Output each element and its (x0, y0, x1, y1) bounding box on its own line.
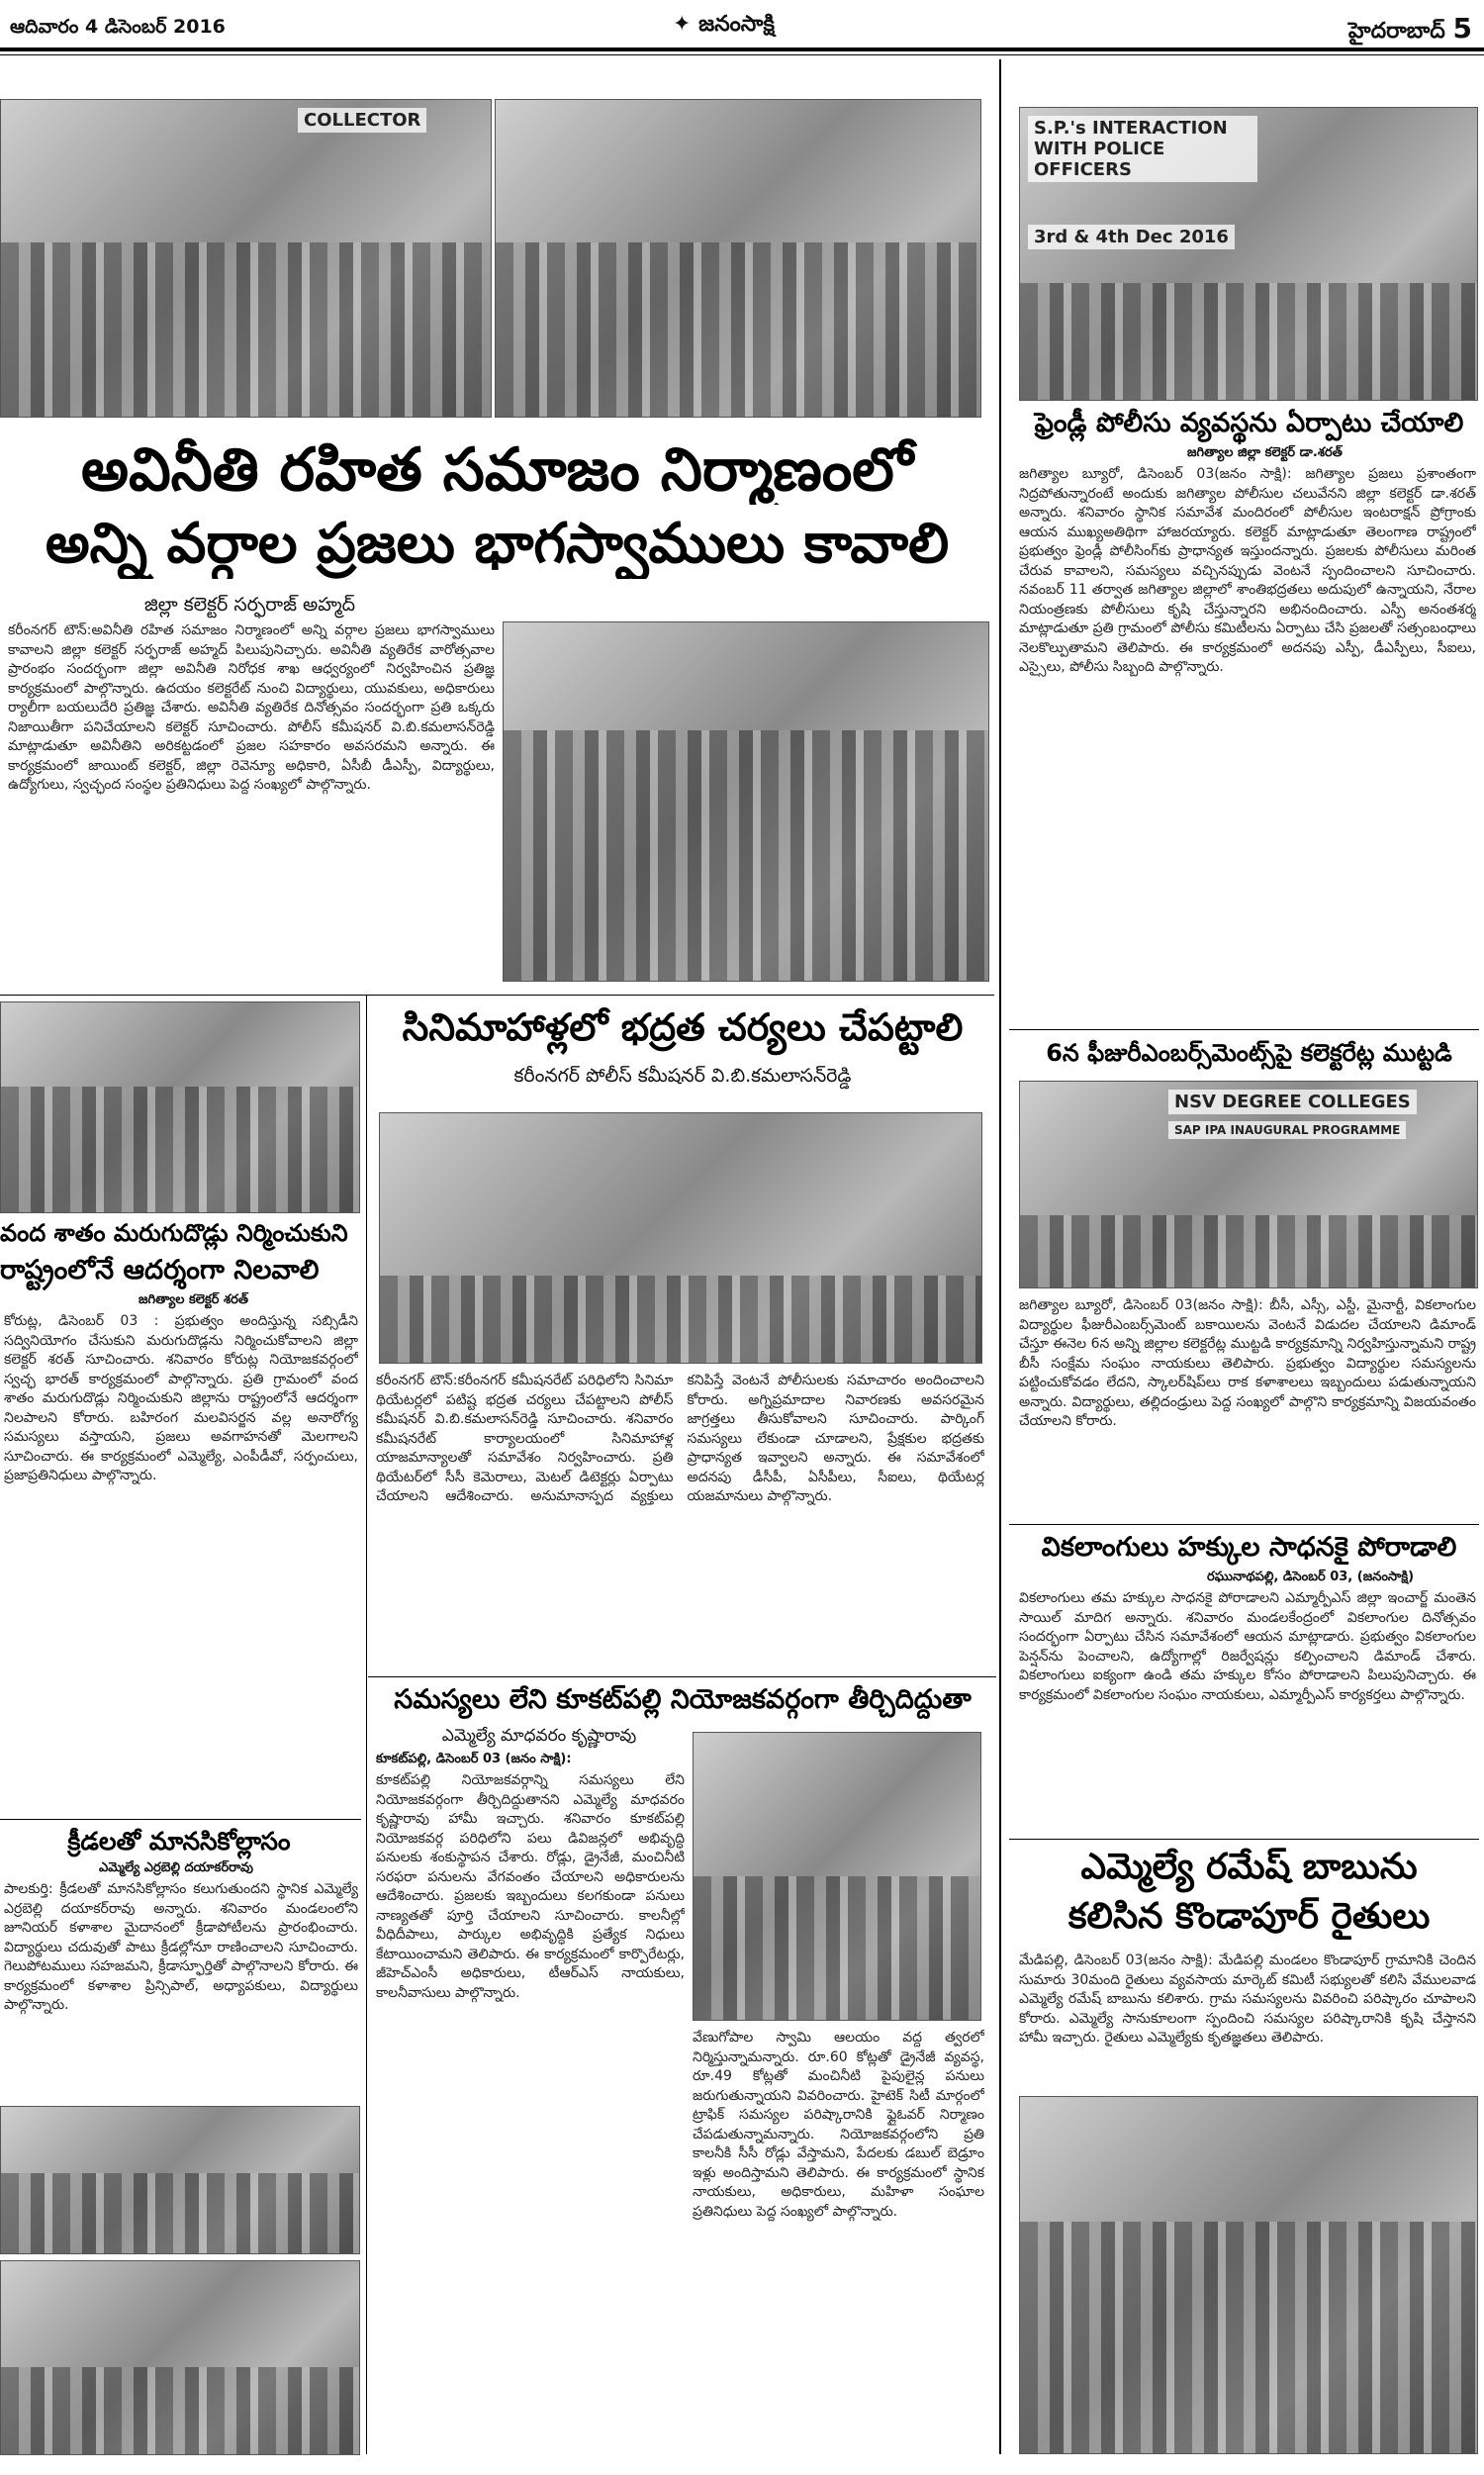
main-headline-line1: అవినీతి రహిత సమాజం నిర్మాణంలో (80, 435, 914, 505)
section-rule (0, 1819, 361, 1820)
main-subhead: జిల్లా కలెక్టర్ సర్ఫరాజ్ అహ్మద్ (143, 594, 356, 616)
college-banner-text: NSV DEGREE COLLEGES (1168, 1090, 1417, 1114)
main-headline-line2: అన్ని వర్గాల ప్రజలు భాగస్వాములు కావాలి (45, 512, 950, 576)
section-rule (1009, 1524, 1479, 1525)
sp-banner-text: S.P.'s INTERACTION WITH POLICE OFFICERS (1028, 116, 1257, 182)
kukatpally-subhead: ఎమ్మెల్యే మాధవరం కృష్ణారావు (441, 1726, 637, 1746)
kukatpally-headline: సమస్యలు లేని కూకట్‌పల్లి నియోజకవర్గంగా తీర్చిదిద్దుతా (394, 1684, 972, 1715)
photo-farmers-mla (1019, 2096, 1478, 2454)
farmers-body: మేడిపల్లి, డిసెంబర్ 03(జనం సాక్షి): మేడిపల్లి మండలం కొండాపూర్ గ్రామానికి చెందిన సుమారు 30మంది రైతులు వ్యవసాయ మార్కెట్ కమిటీ సభ్యులతో కలిసి వేములవాడ ఎమ్మెల్యే రమేష్ బాబును కలిశారు. గ్రామ సమస్యలను వివరించి పరిష్కారం చూపాలని కోరారు. ఎమ్మెల్యే సానుకూలంగా స్పందించి సమస్యల పరిష్కారానికి కృషి చేస్తానని హామీ ఇచ్చారు. రైతులు ఎమ్మెల్యేకు కృతజ్ఞతలు తెలిపారు. (1019, 1952, 1476, 2046)
page-number: 5 (1452, 12, 1472, 45)
photo-crowd (1, 242, 491, 417)
photo-pledge-road (503, 621, 989, 982)
photo-sports-game (0, 2260, 360, 2455)
photo-police-commissioner (379, 1112, 982, 1364)
photo-crowd (380, 1276, 981, 1363)
kukatpally-body: కూకట్‌పల్లి నియోజకవర్గాన్ని సమస్యలు లేని నియోజకవర్గంగా తీర్చిదిద్దుతానని ఎమ్మెల్యే మాధవరం కృష్ణారావు హామీ ఇచ్చారు. శనివారం కూకట్‌పల్లి నియోజకవర్గ పరిధిలోని పలు డివిజన్లలో అభివృద్ధి పనులకు శంకుస్థాపన చేశారు. రోడ్లు, డ్రైనేజీ, మంచినీటి సరఫరా పనులను వేగవంతం చేయాలని అధికారులను ఆదేశించారు. ప్రజలకు ఇబ్బందులు కలగకుండా పనులు నాణ్యతతో పూర్తి చేయాలని సూచించారు. కాలనీల్లో వీధిదీపాలు, పార్కుల అభివృద్ధికి ప్రత్యేక నిధులు కేటాయించామని తెలిపారు. ఈ కార్యక్రమంలో కార్పొరేటర్లు, జీహెచ్ఎంసీ అధికారులు, టీఆర్ఎస్ నాయకులు, కాలనీవాసులు పాల్గొన్నారు. (376, 1772, 685, 2001)
masthead-rule (0, 48, 1484, 51)
photo-award-ceremony (0, 1001, 360, 1213)
photo-crowd (1, 2367, 359, 2454)
main-story-body: కరీంనగర్ టౌన్:అవినీతి రహిత సమాజం నిర్మాణంలో అన్ని వర్గాల ప్రజలు భాగస్వాములు కావాలని జిల్లా కలెక్టర్ సర్ఫరాజ్ అహ్మద్ పిలుపునిచ్చారు. అవినీతి వ్యతిరేక వారోత్సవాల ప్రారంభం సందర్భంగా జిల్లా అవినీతి నిరోధక శాఖ ఆధ్వర్యంలో నిర్వహించిన ప్రతిజ్ఞ కార్యక్రమంలో పాల్గొన్నారు. ఉదయం కలెక్టరేట్ నుంచి విద్యార్థులు, యువకులు, అధికారులు ర్యాలీగా బయలుదేరి ప్రతిజ్ఞ చేశారు. అవినీతి వ్యతిరేక దినోత్సవం సందర్భంగా ప్రతి ఒక్కరు నిజాయితీగా పనిచేయాలని కలెక్టర్ సూచించారు. పోలీస్ కమీషనర్ వి.బి.కమలాసన్‌రెడ్డి మాట్లాడుతూ అవినీతిని అరికట్టడంలో ప్రజల సహకారం అవసరమని అన్నారు. ఈ కార్యక్రమంలో జాయింట్ కలెక్టర్, జిల్లా రెవెన్యూ అధికారి, ఏసీబీ డీఎస్పీ, విద్యార్థులు, ఉద్యోగులు, స్వచ్ఛంద సంస్థల ప్రతినిధులు పెద్ద సంఖ్యలో పాల్గొన్నారు. (8, 622, 495, 793)
section-rule (0, 995, 994, 996)
masthead-paper (673, 12, 775, 42)
section-rule (368, 1676, 996, 1677)
sports-headline: క్రీడలతో మానసికోల్లాసం (67, 1827, 291, 1856)
toilets-headline-line2: రాష్ట్రంలోనే ఆదర్శంగా నిలవాలి (0, 1255, 320, 1285)
masthead-city (1348, 12, 1472, 48)
column-divider (999, 59, 1001, 2454)
cinema-subhead: కరీంనగర్ పోలీస్ కమీషనర్ వి.బి.కమలాసన్‌రెడ్డి (513, 1065, 852, 1087)
photo-crowd (496, 242, 980, 417)
photo-students-pledge (495, 99, 981, 418)
photo-nsv-college (1019, 1081, 1478, 1288)
city-name: హైదరాబాద్ (1347, 19, 1445, 44)
photo-crowd (1, 2173, 359, 2253)
sports-subhead: ఎమ్మెల్యే ఎర్రబెల్లి దయాకర్‌రావు (99, 1860, 253, 1875)
photo-crowd (504, 730, 988, 981)
photo-crowd (1020, 1215, 1477, 1287)
photo-sports-inauguration (0, 2106, 360, 2254)
toilets-body: కోరుట్ల, డిసెంబర్ 03 : ప్రభుత్వం అందిస్తున్న సబ్సిడీని సద్వినియోగం చేసుకుని మరుగుదొడ్లను నిర్మించుకోవాలని జిల్లా కలెక్టర్ శరత్ సూచించారు. శనివారం కోరుట్ల నియోజకవర్గంలో స్వచ్ఛ భారత్ కార్యక్రమంలో పాల్గొన్నారు. ప్రతి గ్రామంలో వంద శాతం మరుగుదొడ్లు నిర్మించుకుని జిల్లాను రాష్ట్రంలోనే ఆదర్శంగా నిలపాలని కోరారు. బహిరంగ మలవిసర్జన వల్ల అనారోగ్య సమస్యలు వస్తాయని, ప్రజలు అవగాహనతో మెలగాలని సూచించారు. ఈ కార్యక్రమంలో ఎమ్మెల్యే, ఎంపీడీవో, సర్పంచులు, ప్రజాప్రతినిధులు పాల్గొన్నారు. (4, 1313, 358, 1483)
photo-crowd (1, 1087, 359, 1212)
section-rule (1009, 1029, 1479, 1030)
photo-collector-rally (0, 99, 492, 418)
cinema-body: కరీంనగర్ టౌన్:కరీంనగర్ కమీషనరేట్ పరిధిలోని సినిమా థియేటర్లలో పటిష్ట భద్రత చర్యలు చేపట్టాలని పోలీస్ కమీషనర్ వి.బి.కమలాసన్‌రెడ్డి సూచించారు. శనివారం కమీషనరేట్ కార్యాలయంలో సినిమాహాళ్ల యాజమాన్యాలతో సమావేశం నిర్వహించారు. ప్రతి థియేటర్‌లో సీసీ కెమెరాలు, మెటల్ డిటెక్టర్లు ఏర్పాటు చేయాలని ఆదేశించారు. అనుమానాస్పద వ్యక్తులు కనిపిస్తే వెంటనే పోలీసులకు సమాచారం అందించాలని కోరారు. అగ్నిప్రమాదాల నివారణకు అవసరమైన జాగ్రత్తలు తీసుకోవాలని సూచించారు. పార్కింగ్ సమస్యలు లేకుండా చూడాలని, ప్రేక్షకుల భద్రతకు ప్రాధాన్యత ఇవ్వాలని అన్నారు. ఈ సమావేశంలో అదనపు డీసీపీ, ఏసీపీలు, సీఐలు, థియేటర్ల యజమానులు పాల్గొన్నారు. (376, 1373, 984, 1504)
cinema-headline: సినిమాహాళ్లలో భద్రత చర్యలు చేపట్టాలి (402, 1005, 964, 1049)
photo-crowd (1020, 283, 1477, 400)
section-rule (1009, 1839, 1479, 1840)
column-divider (366, 995, 367, 2454)
friendly-police-body: జగిత్యాల బ్యూరో, డిసెంబర్ 03(జనం సాక్షి): జగిత్యాల ప్రజలు ప్రశాంతంగా నిద్రపోతున్నారంటే అందుకు జగిత్యాల పోలీసుల చలువేనని జిల్లా కలెక్టర్ డా.శరత్ అన్నారు. శనివారం స్థానిక సమావేశ మందిరంలో పోలీసుల ఇంటరాక్షన్ ప్రోగ్రాంకు ఆయన ముఖ్యఅతిథిగా హాజరయ్యారు. కలెక్టర్ మాట్లాడుతూ తెలంగాణ రాష్ట్రంలో ప్రభుత్వం ఫ్రెండ్లీ పోలీసింగ్‌కు ప్రాధాన్యత ఇస్తుందన్నారు. ప్రజలకు పోలీసులు మరింత చేరువ కావాలని, సమస్యలు వచ్చినప్పుడు వెంటనే స్పందించాలని సూచించారు. నవంబర్ 11 తర్వాత జగిత్యాల జిల్లాలో శాంతిభద్రతలు అదుపులో ఉన్నాయని, నేరాల నియంత్రణకు పోలీసులు కృషి చేస్తున్నారని అభినందించారు. ఎస్పీ అనంతశర్మ మాట్లాడుతూ ప్రతి గ్రామంలో పోలీసు కమిటీలను ఏర్పాటు చేసి ప్రజలతో సత్సంబంధాలు నెలకొల్పుతామని తెలిపారు. ఈ కార్యక్రమంలో అదనపు ఎస్పీ, డీఎస్పీలు, సీఐలు, ఎస్సైలు, పోలీసు సిబ్బంది పాల్గొన్నారు. (1019, 466, 1476, 675)
farmers-headline-line1: ఎమ్మెల్యే రమేష్ బాబును (1080, 1847, 1418, 1887)
toilets-headline-line1: వంద శాతం మరుగుదొడ్లు నిర్మించుకుని (0, 1219, 348, 1247)
paper-logo-icon: ✦ (673, 12, 692, 37)
kukatpally-body-continued: వేణుగోపాల స్వామి ఆలయం వద్ద త్వరలో నిర్మిస్తున్నామన్నారు. రూ.60 కోట్లతో డ్రైనేజీ వ్యవస్థ, రూ.49 కోట్లతో మంచినీటి పైపులైన్ల పనులు జరుగుతున్నాయని వివరించారు. హైటెక్ సిటీ మార్గంలో ట్రాఫిక్ సమస్యల పరిష్కారానికి ఫ్లైఓవర్ నిర్మాణం చేపడుతున్నామన్నారు. నియోజకవర్గంలోని ప్రతి కాలనీకి సీసీ రోడ్లు వేస్తామని, పేదలకు డబుల్ బెడ్రూం ఇళ్లు అందిస్తామని తెలిపారు. ఈ కార్యక్రమంలో స్థానిక నాయకులు, అధికారులు, మహిళా సంఘాల ప్రతినిధులు పెద్ద సంఖ్యలో పాల్గొన్నారు. (693, 2030, 984, 2220)
college-banner-sub: SAP IPA INAUGURAL PROGRAMME (1168, 1121, 1406, 1139)
disabled-rights-dateline: రఘునాథపల్లి, డిసెంబర్ 03, (జనంసాక్షి) (1207, 1570, 1415, 1584)
fee-reimbursement-body: జగిత్యాల బ్యూరో, డిసెంబర్ 03(జనం సాక్షి): బీసీ, ఎస్సీ, ఎస్టీ, మైనార్టీ, వికలాంగుల విద్యార్థుల ఫీజురీఎంబర్స్‌మెంట్ బకాయిలను వెంటనే విడుదల చేయాలని డిమాండ్ చేస్తూ ఈనెల 6న అన్ని జిల్లాల కలెక్టరేట్ల ముట్టడి కార్యక్రమాన్ని నిర్వహిస్తున్నామని రాష్ట్ర బీసీ సంక్షేమ సంఘం నాయకులు తెలిపారు. ప్రభుత్వం విద్యార్థుల సమస్యలను పట్టించుకోవడం లేదని, స్కాలర్‌షిప్‌లు రాక కళాశాలలు ఇబ్బందులు పడుతున్నాయని అన్నారు. విద్యార్థులు, తల్లిదండ్రులు పెద్ద సంఖ్యలో పాల్గొని కార్యక్రమాన్ని విజయవంతం చేయాలని కోరారు. (1019, 1297, 1476, 1429)
photo-crowd (694, 1876, 980, 2020)
friendly-police-headline: ఫ్రెండ్లీ పోలీసు వ్యవస్థను ఏర్పాటు చేయాలి (1034, 408, 1464, 438)
disabled-rights-headline: వికలాంగులు హక్కుల సాధనకై పోరాడాలి (1041, 1532, 1457, 1563)
masthead-date: ఆదివారం 4 డిసెంబర్ 2016 (10, 16, 226, 38)
sp-banner-date: 3rd & 4th Dec 2016 (1028, 225, 1235, 249)
paper-name: జనంసాక్షి (698, 12, 775, 37)
photo-crowd (1020, 2222, 1477, 2453)
disabled-rights-body: వికలాంగులు తమ హక్కుల సాధనకై పోరాడాలని ఎమ్మార్పీఎస్ జిల్లా ఇంచార్జ్ మంతెన సాయిల్ మాదిగ అన్నారు. శనివారం మండలకేంద్రంలో వికలాంగుల దినోత్సవం సందర్భంగా ఏర్పాటు చేసిన సమావేశంలో ఆయన మాట్లాడారు. ప్రభుత్వం వికలాంగుల పెన్షన్‌ను పెంచాలని, ఉద్యోగాల్లో రిజర్వేషన్లు కల్పించాలని డిమాండ్ చేశారు. వికలాంగులు ఐక్యంగా ఉండి తమ హక్కుల కోసం పోరాడాలని పిలుపునిచ్చారు. ఈ కార్యక్రమంలో వికలాంగుల సంఘం నాయకులు, ఎమ్మార్పీఎస్ కార్యకర్తలు పాల్గొన్నారు. (1019, 1590, 1476, 1703)
photo-banner-text: COLLECTOR (298, 108, 426, 133)
friendly-police-subhead: జగిత్యాల జిల్లా కలెక్టర్ డా.శరత్ (1187, 445, 1343, 460)
photo-sp-interaction (1019, 107, 1478, 401)
masthead-rule-thin (0, 54, 1484, 55)
kukatpally-dateline: కూకట్‌పల్లి, డిసెంబర్ 03 (జనం సాక్షి): (376, 1752, 572, 1766)
farmers-headline-line2: కలిసిన కొండాపూర్ రైతులు (1067, 1896, 1431, 1937)
toilets-subhead: జగిత్యాల కలెక్టర్ శరత్ (139, 1292, 248, 1307)
fee-reimbursement-headline: 6న ఫీజురీఎంబర్స్‌మెంట్స్‌పై కలెక్టరేట్ల ముట్టడి (1046, 1039, 1452, 1067)
sports-body: పాలకుర్తి: క్రీడలతో మానసికోల్లాసం కలుగుతుందని స్థానిక ఎమ్మెల్యే ఎర్రబెల్లి దయాకర్‌రావు అన్నారు. శనివారం మండలంలోని జూనియర్ కళాశాల మైదానంలో క్రీడాపోటీలను ప్రారంభించారు. విద్యార్థులు చదువుతో పాటు క్రీడల్లోనూ రాణించాలని సూచించారు. గెలుపోటములు సహజమని, క్రీడాస్ఫూర్తితో పాల్గొనాలని కోరారు. ఈ కార్యక్రమంలో కళాశాల ప్రిన్సిపాల్, అధ్యాపకులు, విద్యార్థులు పాల్గొన్నారు. (4, 1881, 358, 2013)
photo-kukatpally-mla (693, 1732, 981, 2021)
